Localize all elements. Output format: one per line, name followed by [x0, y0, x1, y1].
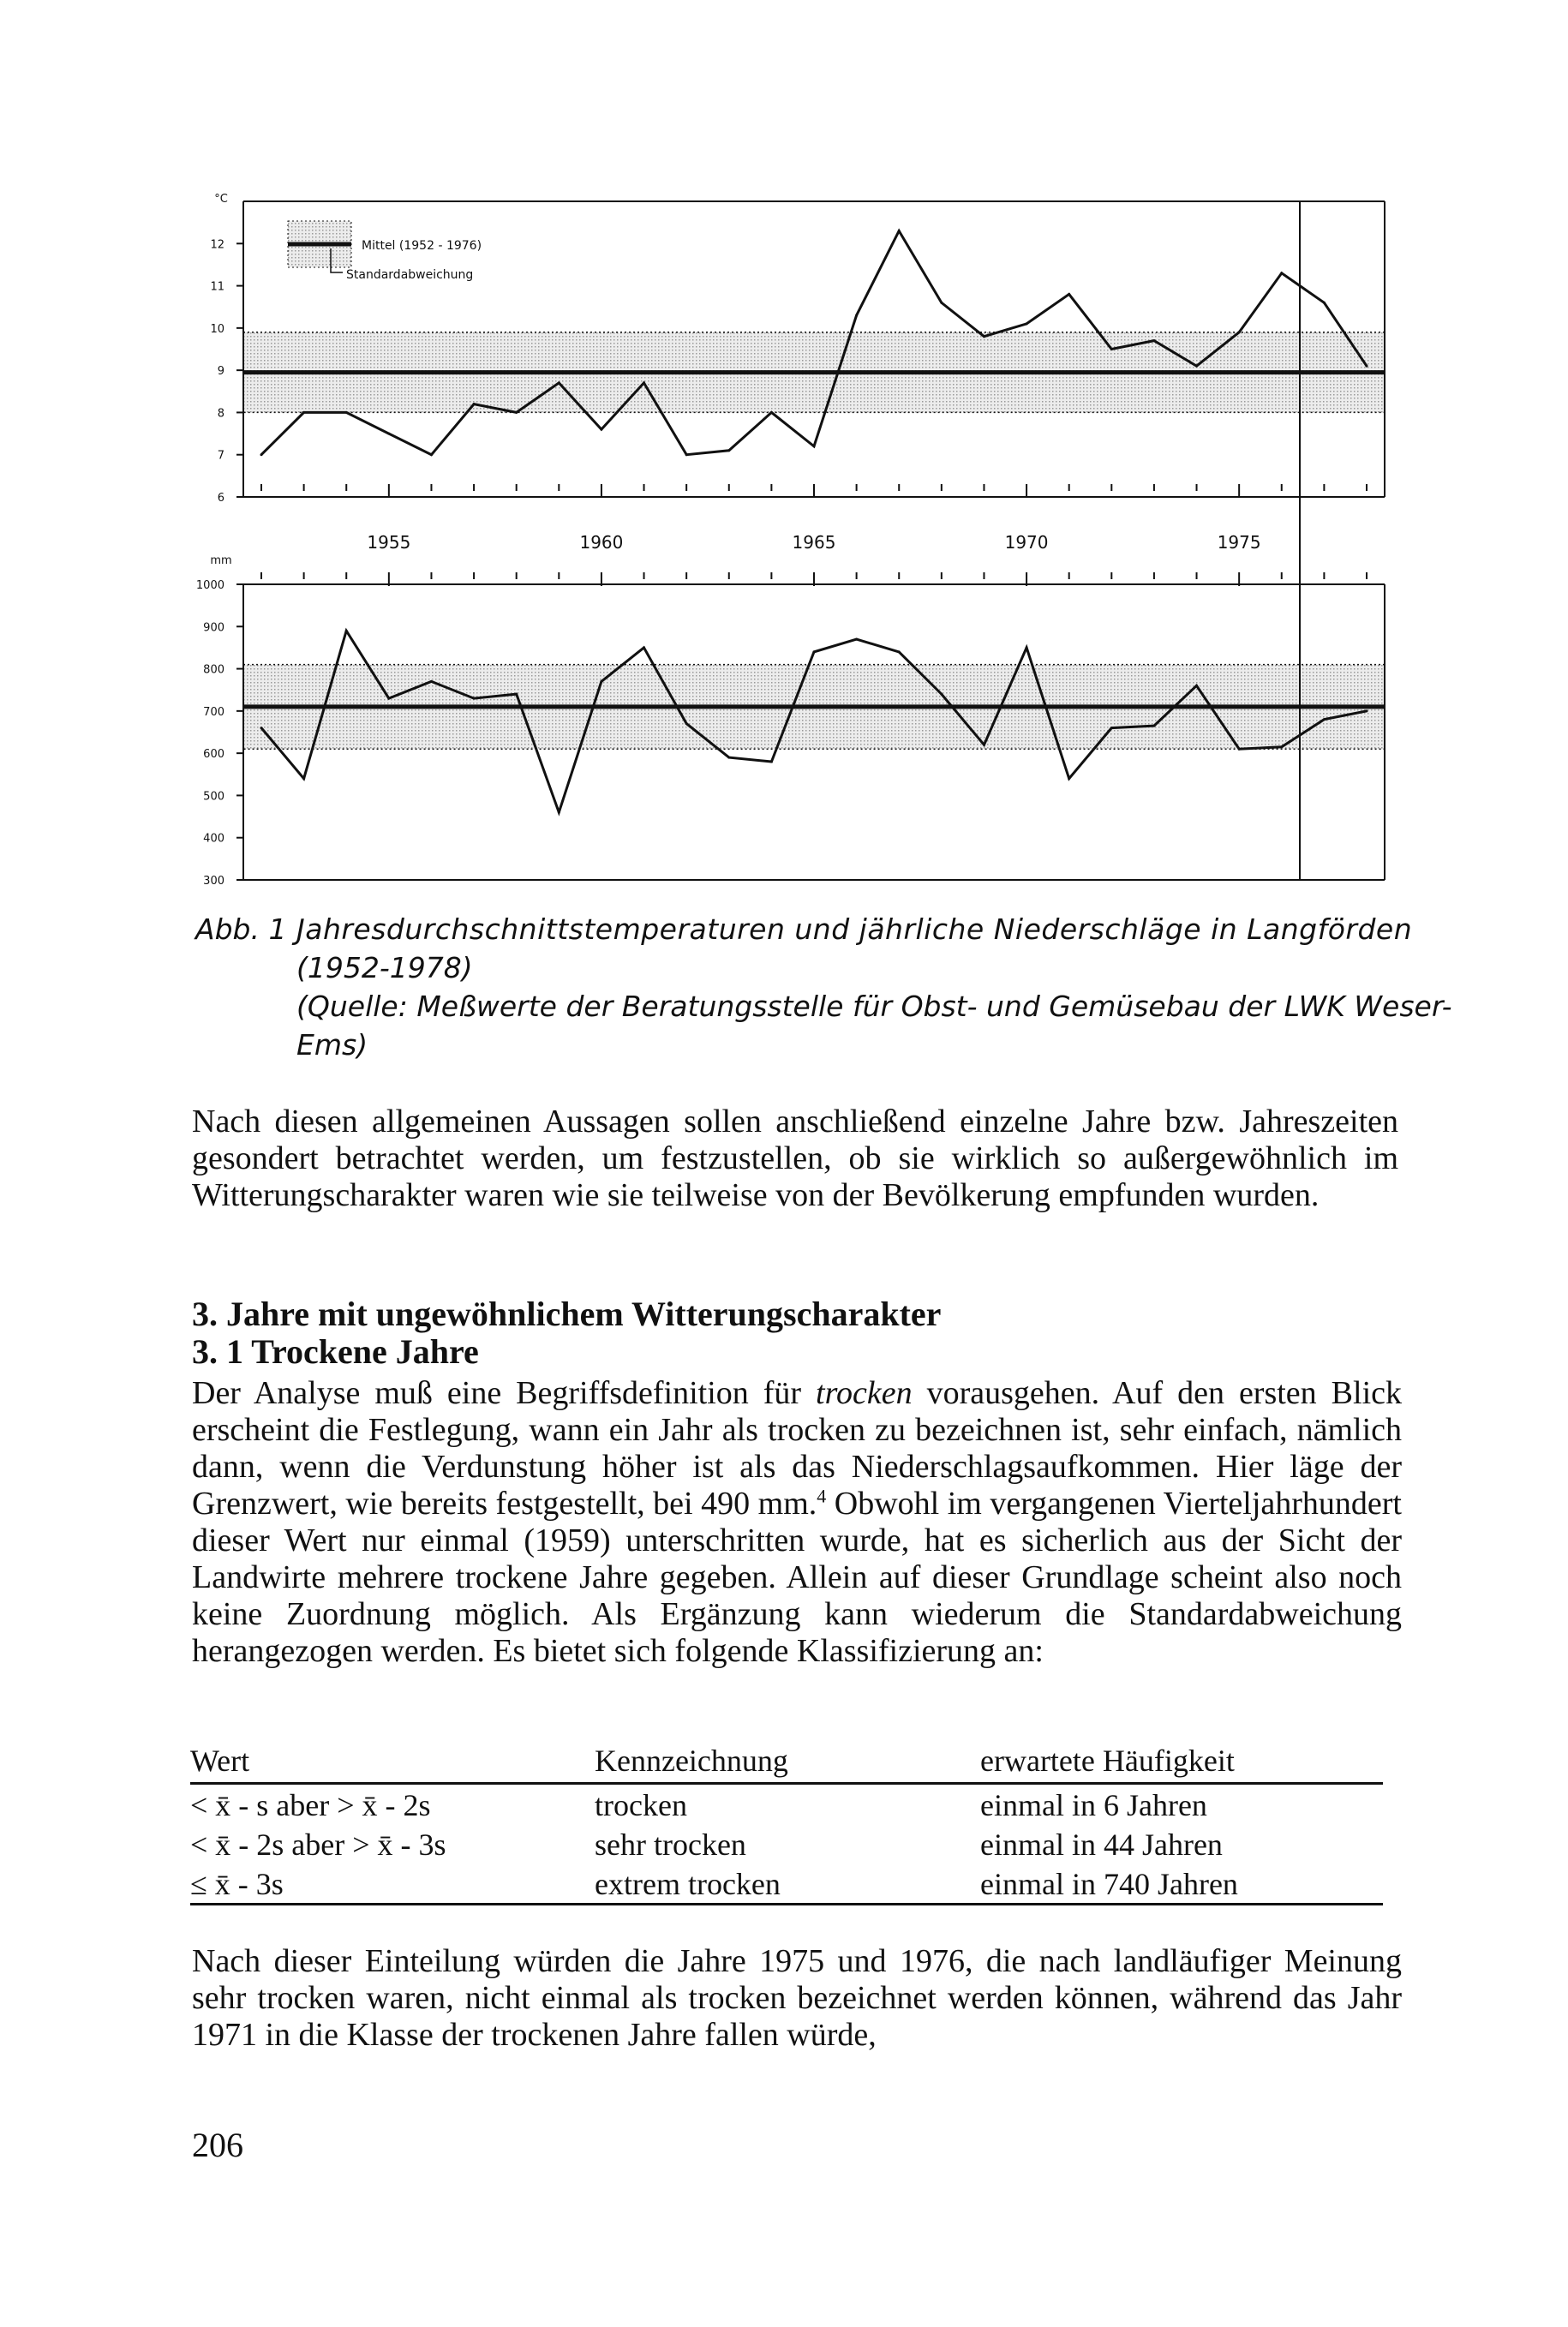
table-cell: einmal in 44 Jahren — [980, 1828, 1223, 1862]
caption-body — [296, 910, 1452, 1064]
data-point — [1238, 748, 1241, 751]
y-tick-label: 10 — [210, 322, 224, 336]
table-cell: extrem trocken — [595, 1863, 980, 1905]
data-point — [1238, 331, 1241, 333]
subsection-heading: 3. 1 Trockene Jahre — [192, 1332, 479, 1371]
y-tick-label: 7 — [217, 449, 224, 463]
data-point — [1366, 709, 1368, 712]
data-point — [600, 428, 602, 431]
data-point — [855, 314, 858, 317]
footnote-marker: 4 — [817, 1485, 827, 1507]
paragraph-definition — [192, 1375, 1402, 1670]
paragraph-intro: Nach diesen allgemeinen Aussagen sollen anschließend einzelne Jahre bzw. Jahreszeiten gesondert betrachtet werden, um festzustellen, ob sie wirklich so außergewöhnlich im Witterungscharakter waren wie sie teilweise von der Bevölkerung empfunden wurden. — [192, 1104, 1398, 1213]
section-heading: 3. Jahre mit ungewöhnlichem Witterungscharakter — [192, 1295, 942, 1333]
data-point — [770, 411, 773, 414]
data-point — [430, 680, 433, 683]
emphasis-term: trocken — [816, 1375, 913, 1411]
data-point — [1068, 777, 1070, 780]
data-point — [515, 693, 518, 696]
temperature-chart — [210, 193, 1385, 553]
table-cell: trocken — [595, 1788, 687, 1822]
data-point — [1026, 646, 1028, 649]
data-point — [260, 453, 263, 456]
table-row — [190, 1863, 1383, 1905]
y-tick-label: 600 — [203, 748, 224, 762]
data-point — [685, 453, 688, 456]
data-point — [1152, 725, 1155, 727]
y-axis-unit: °C — [214, 193, 228, 206]
data-point — [983, 335, 985, 338]
y-tick-label: 800 — [203, 663, 224, 677]
data-point — [1195, 365, 1198, 368]
caption-line: (Quelle: Meßwerte der Beratungsstelle für Obst- und Gemüsebau der LWK Weser- — [296, 990, 1452, 1023]
y-tick-label: 1000 — [195, 579, 224, 592]
data-point — [643, 381, 645, 384]
y-axis-unit: mm — [210, 554, 232, 567]
y-tick-label: 500 — [203, 790, 224, 804]
caption-line: (1952-1978) — [296, 951, 473, 984]
page-number: 206 — [192, 2126, 243, 2164]
paragraph-text: Der Analyse muß eine Begriffsdefinition für — [192, 1375, 817, 1411]
data-point — [1280, 745, 1283, 748]
paragraph-conclusion: Nach dieser Einteilung würden die Jahre 1975 und 1976, die nach landläufiger Meinung sehr trocken waren, nicht einmal als trocken bezeichnet werden können, während das Jahr 1971 in die Klasse der trockenen Jahre fallen würde, — [192, 1943, 1402, 2053]
y-tick-label: 300 — [203, 875, 224, 888]
y-tick-label: 9 — [217, 365, 224, 379]
column-header: Kennzeichnung — [595, 1741, 980, 1784]
data-point — [940, 302, 943, 304]
data-point — [643, 646, 645, 649]
data-point — [983, 744, 985, 746]
table-cell: ≤ x̄ - 3s — [190, 1863, 595, 1905]
data-point — [940, 693, 943, 696]
data-point — [302, 777, 305, 780]
data-point — [727, 757, 730, 759]
caption-line: Jahresdurchschnittstemperaturen und jährliche Niederschläge in Langförden — [296, 912, 1413, 946]
data-point — [345, 630, 348, 632]
data-point — [1366, 365, 1368, 368]
y-tick-label: 700 — [203, 705, 224, 719]
data-point — [898, 650, 901, 653]
data-point — [898, 230, 901, 232]
data-point — [473, 697, 476, 700]
data-point — [1110, 348, 1113, 350]
paragraph-text: Obwohl im vergangenen Vierteljahrhundert dieser Wert nur einmal (1959) unterschritten wurde, hat es sicherlich aus der Sicht der Landwirte mehrere trockene Jahre gegeben. Allein auf dieser Grundlage scheint also noch keine Zuordnung möglich. Als Ergänzung kann wiederum die Standardabweichung herangezogen werden. Es bietet sich folgende Klassifizierung an: — [192, 1486, 1402, 1669]
climate-figure — [0, 0, 1568, 908]
x-tick-label: 1965 — [792, 532, 836, 553]
y-tick-label: 400 — [203, 832, 224, 846]
column-header: erwartete Häufigkeit — [980, 1741, 1383, 1784]
data-point — [813, 650, 816, 653]
data-point — [1323, 302, 1326, 304]
column-header: Wert — [190, 1741, 595, 1784]
figure-caption — [195, 910, 1452, 1064]
x-tick-label: 1960 — [579, 532, 624, 553]
data-point — [345, 411, 348, 414]
caption-line: Ems) — [296, 1028, 368, 1062]
table-row — [190, 1824, 1383, 1863]
data-point — [1026, 322, 1028, 325]
data-point — [387, 433, 390, 435]
data-point — [1280, 272, 1283, 274]
data-point — [855, 638, 858, 641]
classification-table — [190, 1741, 1383, 1905]
data-point — [430, 453, 433, 456]
y-tick-label: 8 — [217, 407, 224, 421]
table-cell: einmal in 740 Jahren — [980, 1863, 1383, 1905]
data-point — [515, 411, 518, 414]
data-point — [302, 411, 305, 414]
caption-label: Abb. 1 — [195, 912, 287, 946]
data-point — [1152, 339, 1155, 342]
table-cell: < x̄ - s aber > x̄ - 2s — [190, 1788, 431, 1822]
data-point — [600, 680, 602, 683]
table-header-row — [190, 1741, 1383, 1784]
data-point — [770, 761, 773, 763]
data-point — [727, 449, 730, 452]
data-point — [558, 811, 560, 814]
data-point — [813, 445, 816, 447]
data-point — [260, 727, 263, 729]
legend-sd-label: Standardabweichung — [346, 268, 474, 282]
x-tick-label: 1955 — [367, 532, 411, 553]
table-cell: sehr trocken — [595, 1828, 746, 1862]
y-tick-label: 6 — [217, 492, 224, 505]
data-point — [685, 722, 688, 725]
legend-mean-label: Mittel (1952 - 1976) — [362, 239, 482, 253]
data-point — [387, 697, 390, 700]
data-point — [558, 381, 560, 384]
paragraph-text: vorausgehen. Auf den ersten Blick erscheint die Festlegung, wann ein Jahr als trocken zu bezeichnen ist, sehr einfach, nämlich dann, wenn die Verdunstung höher ist als das Niederschlagsaufkommen. Hier läge der Grenzwert, wie bereits festgestellt, bei 490 mm. — [192, 1375, 1402, 1522]
x-tick-label: 1975 — [1217, 532, 1261, 553]
y-tick-label: 11 — [210, 280, 224, 294]
data-point — [473, 403, 476, 405]
y-tick-label: 12 — [210, 238, 224, 252]
table-cell: < x̄ - 2s aber > x̄ - 3s — [190, 1828, 446, 1862]
table-cell: einmal in 6 Jahren — [980, 1788, 1207, 1822]
data-point — [1323, 718, 1326, 721]
x-tick-label: 1970 — [1004, 532, 1049, 553]
data-point — [1068, 293, 1070, 296]
y-tick-label: 900 — [203, 621, 224, 635]
data-point — [1195, 685, 1198, 687]
data-point — [1110, 727, 1113, 729]
table-row — [190, 1784, 1383, 1825]
